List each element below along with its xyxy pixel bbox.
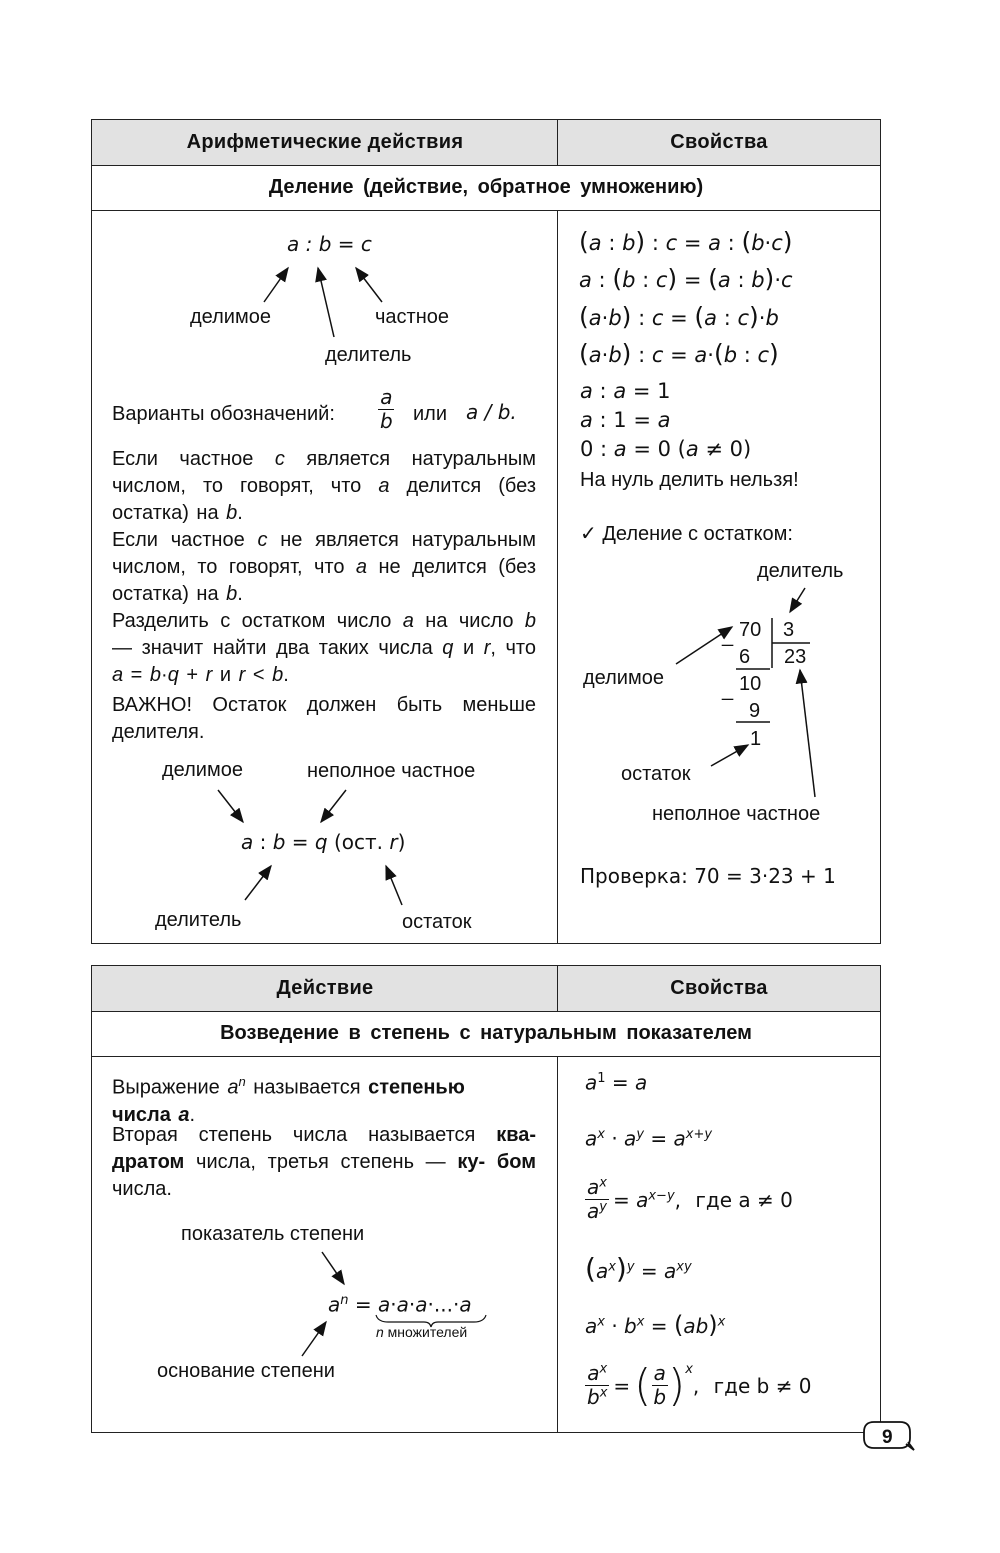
label-quotient: частное — [375, 306, 449, 328]
d2-label-dividend: делимое — [162, 759, 243, 781]
notation-text: Варианты обозначений: — [112, 403, 335, 425]
label-dividend: делимое — [190, 306, 271, 328]
ld-3: 3 — [783, 619, 795, 641]
header-actions: Арифметические действия — [186, 131, 464, 153]
d2-label-divisor: делитель — [155, 909, 242, 931]
ld-remainder-label: остаток — [621, 763, 691, 785]
ld-partial-label: неполное частное — [652, 803, 821, 825]
label-base: основание степени — [157, 1360, 335, 1382]
power-prop-1: $a^1 = a$ — [585, 1070, 648, 1095]
power-prop-5: $a^x \cdot b^x = (ab)^x$ — [585, 1311, 726, 1339]
label-factors: n множителей — [376, 1324, 468, 1340]
division-subheader: Деление (действие, обратное умножению) — [92, 165, 880, 211]
ld-1: 1 — [750, 728, 762, 750]
prop-1: (a : b) : c = a : (b·c) — [579, 227, 793, 256]
d2-label-remainder: остаток — [402, 911, 472, 933]
header-properties: Свойства — [670, 131, 768, 153]
header-properties-2: Свойства — [670, 977, 768, 999]
ld-minus-2: _ — [722, 679, 734, 701]
fraction-a-over-b: $\frac{a}{b}$ — [380, 385, 393, 433]
paragraph-not-divisible: Если частное c не является натуральным числом, то говорят, что a не делится (без остатка) на b. — [112, 529, 536, 605]
notation-slash: a / b. — [466, 400, 517, 424]
ld-divisor-label: делитель — [757, 560, 844, 582]
power-prop-6: $\frac{a^x}{b^x}$ = ( $\frac{a}{b}$ ) $^x$ , где b ≠ 0 — [587, 1359, 812, 1411]
power-prop-4: $(a^x)^y = a^{xy}$ — [585, 1252, 692, 1285]
ld-70: 70 — [739, 619, 762, 641]
label-exponent: показатель степени — [181, 1223, 365, 1245]
power-subheader: Возведение в степень с натуральным показателем — [92, 1011, 880, 1057]
prop-3: (a·b) : c = (a : c)·b — [579, 302, 779, 331]
prop-4: (a·b) : c = a·(b : c) — [579, 339, 779, 368]
d2-label-partial: неполное частное — [307, 760, 476, 782]
power-prop-3: $\frac{a^x}{a^y}$ = $a^{x-y}$, где a ≠ 0 — [587, 1175, 793, 1223]
ld-23: 23 — [784, 646, 807, 668]
label-divisor: делитель — [325, 344, 412, 366]
ld-minus-1: _ — [722, 625, 734, 647]
paragraph-remainder-def: Разделить с остатком число a на число b — значит найти два таких числа q и r, что a = b·q + r и r < b. — [112, 610, 536, 686]
power-definition: $a^n = a\cdot a\cdot a\cdot...\cdot a$ — [328, 1292, 472, 1317]
ld-dividend-label: делимое — [583, 667, 664, 689]
prop-5: a : a = 1 — [580, 379, 671, 403]
prop-2: a : (b : c) = (a : b)·c — [579, 264, 793, 293]
d2-formula: a : b = q (ост. r) — [241, 830, 406, 854]
header-action: Действие — [276, 977, 374, 999]
notation-or: или — [413, 403, 448, 425]
prop-7: 0 : a = 0 (a ≠ 0) — [580, 437, 752, 461]
paragraph-important: ВАЖНО! Остаток должен быть меньше делителя. — [112, 694, 536, 743]
ld-6: 6 — [739, 646, 751, 668]
prop-6: a : 1 = a — [580, 408, 671, 432]
remainder-title: ✓ Деление с остатком: — [580, 523, 793, 545]
power-paragraph-1: Выражение $a^n$ называется степенью числа a. — [112, 1074, 465, 1126]
prop-8: На нуль делить нельзя! — [580, 469, 799, 491]
page-number: 9 — [882, 1427, 893, 1448]
ld-10: 10 — [739, 673, 762, 695]
power-prop-2: $a^x \cdot a^y = a^{x+y}$ — [585, 1126, 713, 1151]
division-formula: a : b = c — [287, 232, 372, 256]
power-paragraph-2: Вторая степень числа называется ква- дратом числа, третья степень — ку- бом числа. — [112, 1124, 537, 1200]
paragraph-divisible: Если частное c является натуральным числом, то говорят, что a делится (без остатка) на b. — [112, 448, 536, 524]
check-line: Проверка: 70 = 3·23 + 1 — [580, 864, 836, 888]
ld-9: 9 — [749, 700, 761, 722]
